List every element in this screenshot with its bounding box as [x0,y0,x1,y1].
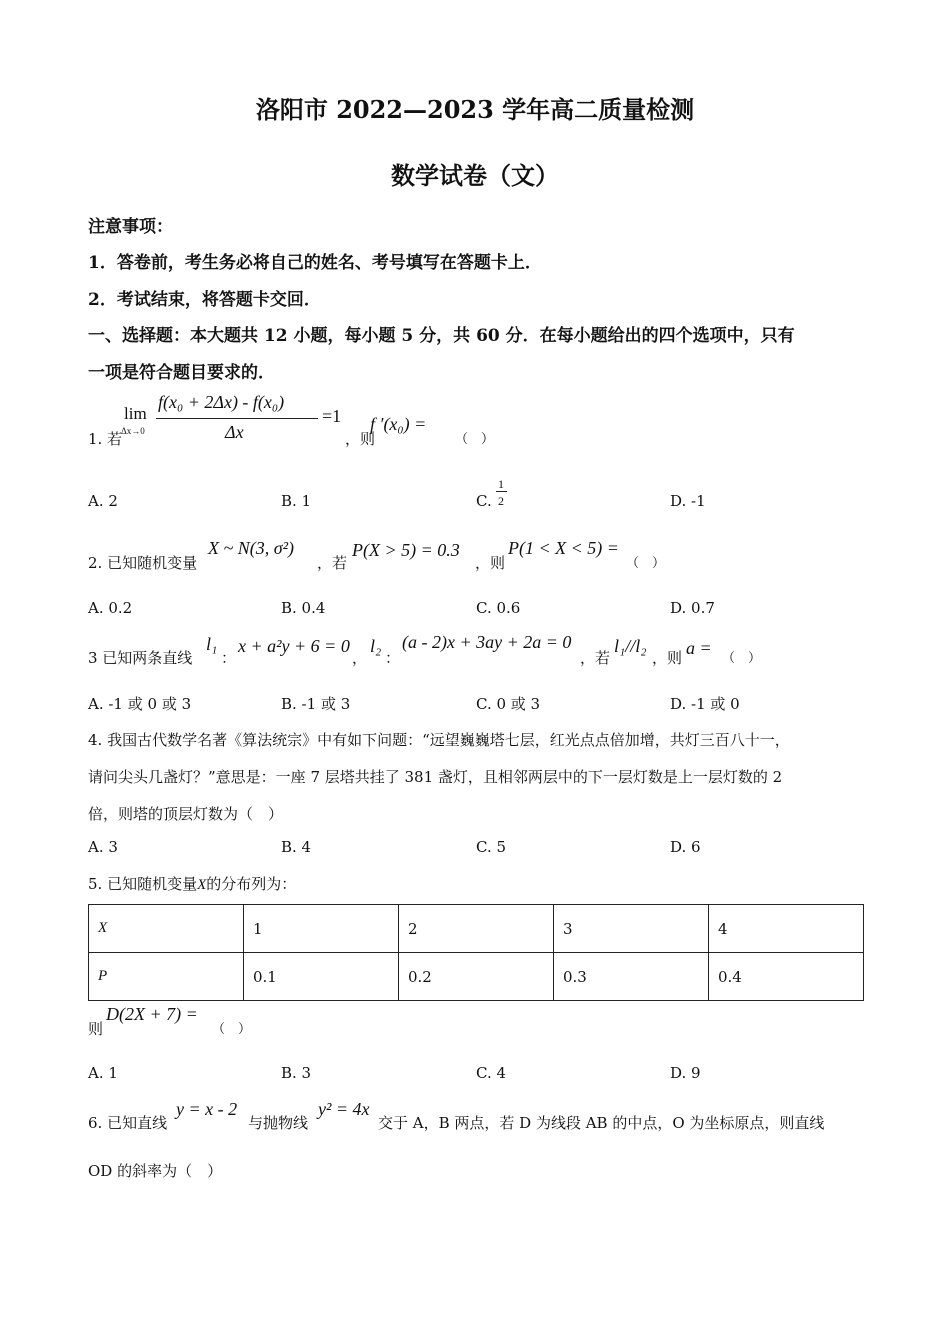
q3-option-b: B. -1 或 3 [281,695,351,713]
q3-l2: l₂ [370,636,382,656]
q4-option-c: C. 5 [476,838,507,856]
q2-distribution: X ~ N(3, σ²) [208,538,295,558]
q1-option-d: D. -1 [670,492,706,510]
q1-lim-subscript: Δx→0 [121,426,145,436]
q1-fraction-bar [156,418,318,419]
q1-equals: =1 [322,406,342,426]
q1-fprime: f ′(x₀) = [370,414,427,434]
q5-option-c: C. 4 [476,1064,507,1082]
q5-prefix: 5. 已知随机变量 [88,875,198,893]
q2-then: ，则 [475,554,506,572]
q3-ask: a = [686,638,712,658]
notice-item-2: 2．考试结束，将答题卡交回． [88,290,321,310]
q1-option-c-bar [496,491,507,492]
q6-mid-1: 与抛物线 [248,1114,309,1132]
q3-option-c: C. 0 或 3 [476,695,541,713]
q2-prefix: 2. 已知随机变量 [88,554,198,572]
table-cell: 2 [399,905,554,953]
q3-equation-1: x + a²y + 6 = 0 [238,636,350,656]
q1-option-b: B. 1 [281,492,312,510]
table-cell: 0.1 [244,953,399,1001]
q3-equation-2: (a - 2)x + 3ay + 2a = 0 [402,632,572,652]
q6-parabola-equation: y² = 4x [318,1099,370,1119]
table-cell: 1 [244,905,399,953]
table-cell: P [89,953,244,1001]
q3-prefix: 3 已知两条直线 [88,649,193,667]
q5-option-a: A. 1 [88,1064,118,1082]
q1-prefix: 1. 若 [88,430,123,448]
table-cell: 0.4 [709,953,864,1001]
table-cell: 4 [709,905,864,953]
q6-prefix: 6. 已知直线 [88,1114,168,1132]
q4-line-1: 4. 我国古代数学名著《算法统宗》中有如下问题：“远望巍巍塔七层，红光点点倍加增，共灯三百八十一， [88,731,790,749]
q4-line-3: 倍，则塔的顶层灯数为（ ） [88,805,284,823]
notice-item-1: 1．答卷前，考生务必将自己的姓名、考号填写在答题卡上． [88,253,542,273]
q2-ask: P(1 < X < 5) = [508,538,619,558]
q5-ask: D(2X + 7) = [106,1004,198,1024]
table-cell: 0.2 [399,953,554,1001]
table-cell: 0.3 [554,953,709,1001]
q2-option-a: A. 0.2 [88,599,133,617]
q1-denominator: Δx [225,422,244,442]
distribution-table [88,904,864,1001]
notice-heading: 注意事项： [88,217,173,237]
q1-option-c-numerator: 1 [498,477,504,491]
q3-parallel: l₁//l₂ [614,636,647,656]
q5-variable: X [197,877,207,893]
q5-suffix: 的分布列为： [206,875,297,893]
q3-then: ，则 [652,649,683,667]
q3-colon-2: ： [385,649,401,667]
table-cell: X [89,905,244,953]
q2-option-b: B. 0.4 [281,599,326,617]
table-row [89,953,864,1001]
table-cell: 3 [554,905,709,953]
q1-option-c: C. [476,492,492,510]
page-title: 洛阳市 2022—2023 学年高二质量检测 [255,95,695,124]
q5-answer-paren: （ ） [212,1022,252,1037]
q1-option-a: A. 2 [88,492,118,510]
q2-condition: P(X > 5) = 0.3 [352,540,460,560]
q3-option-d: D. -1 或 0 [670,695,740,713]
q2-option-c: C. 0.6 [476,599,521,617]
q1-answer-paren: （ ） [455,432,495,447]
q3-colon-1: ： [221,649,237,667]
q4-line-2: 请问尖头几盏灯？”意思是：一座 7 层塔共挂了 381 盏灯，且相邻两层中的下一层灯数是上一层灯数的 2 [88,768,783,786]
q5-then: 则 [88,1020,104,1038]
table-row [89,905,864,953]
q6-mid-2: 交于 A，B 两点，若 D 为线段 AB 的中点，O 为坐标原点，则直线 [378,1114,825,1132]
q1-numerator: f(x₀ + 2Δx) - f(x₀) [158,392,285,412]
q1-lim: lim [124,404,147,423]
section-heading-line-1: 一、选择题：本大题共 12 小题，每小题 5 分，共 60 分．在每小题给出的四个选项中，只有 [88,326,795,346]
q4-option-b: B. 4 [281,838,312,856]
q3-l1: l₁ [206,634,218,654]
q1-option-c-denominator: 2 [498,494,504,508]
page-subtitle: 数学试卷（文） [391,161,559,190]
q5-option-d: D. 9 [670,1064,701,1082]
q2-if: ，若 [317,554,348,572]
q6-line-2: OD 的斜率为（ ） [88,1162,223,1180]
q3-answer-paren: （ ） [722,651,762,666]
q1-then: ，则 [345,430,376,448]
q2-answer-paren: （ ） [626,556,666,571]
q3-option-a: A. -1 或 0 或 3 [88,695,192,713]
q5-option-b: B. 3 [281,1064,312,1082]
q4-option-d: D. 6 [670,838,701,856]
q5-stem [88,873,296,894]
q6-line-equation: y = x - 2 [176,1099,238,1119]
q2-option-d: D. 0.7 [670,599,715,617]
section-heading-line-2: 一项是符合题目要求的． [88,363,275,383]
q3-separator: ， [352,649,368,667]
q3-if: ，若 [580,649,611,667]
q4-option-a: A. 3 [88,838,118,856]
